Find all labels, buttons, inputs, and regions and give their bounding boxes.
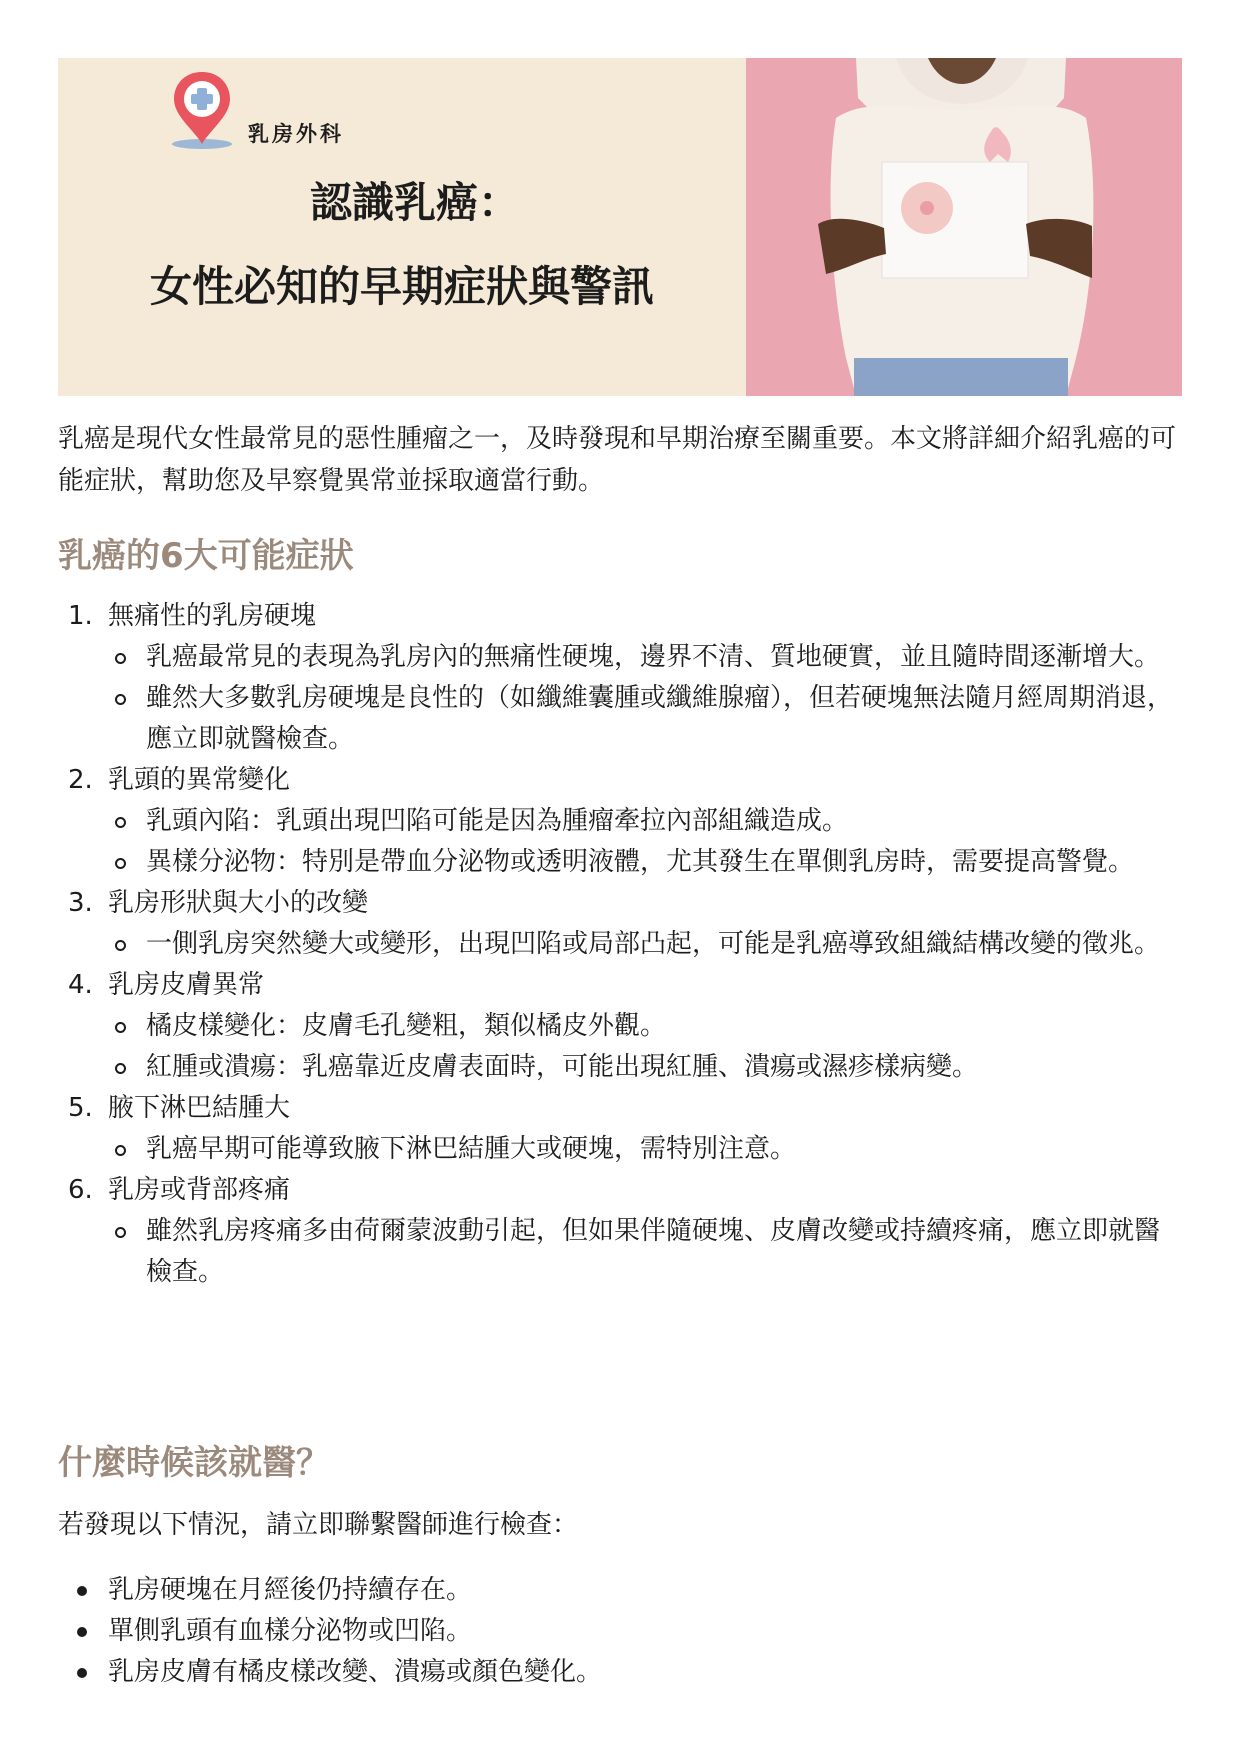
bullet-text: 乳房皮膚有橘皮樣改變、潰瘍或顏色變化。: [108, 1657, 603, 1687]
sub-item: [58, 1211, 1182, 1293]
circle-bullet-icon: [115, 694, 126, 705]
bullet-text: 單側乳頭有血樣分泌物或凹陷。: [108, 1616, 473, 1646]
sub-item-text: 乳癌最常見的表現為乳房內的無痛性硬塊，邊界不清、質地硬實，並且隨時間逐漸增大。: [146, 642, 1161, 672]
sub-item: [58, 678, 1182, 760]
sub-item-text: 雖然大多數乳房硬塊是良性的（如纖維囊腫或纖維腺瘤），但若硬塊無法隨月經周期消退，應立即就醫檢查。: [146, 683, 1174, 754]
header-banner: [58, 58, 1182, 396]
sub-item: [58, 637, 1182, 678]
sub-item: [58, 801, 1182, 842]
list-item: [58, 760, 1182, 801]
section-heading-when-to-see-doctor: 什麼時候該就醫？: [58, 1443, 330, 1483]
list-item: [58, 1611, 1182, 1652]
banner-text-panel: [58, 58, 746, 396]
section2-intro: 若發現以下情況，請立即聯繫醫師進行檢查：: [58, 1510, 579, 1540]
item-number: 5.: [68, 1093, 93, 1123]
item-label: 乳房皮膚異常: [108, 970, 265, 1000]
circle-bullet-icon: [115, 653, 126, 664]
page-title-line2: 女性必知的早期症狀與警訊: [149, 262, 654, 311]
sub-item-text: 乳癌早期可能導致腋下淋巴結腫大或硬塊，需特別注意。: [146, 1134, 797, 1164]
list-item: [58, 965, 1182, 1006]
sub-item-text: 紅腫或潰瘍：乳癌靠近皮膚表面時，可能出現紅腫、潰瘍或濕疹樣病變。: [146, 1052, 979, 1082]
sub-item: [58, 924, 1182, 965]
item-number: 4.: [68, 970, 93, 1000]
sub-item: [58, 1047, 1182, 1088]
medical-location-pin-icon: [166, 68, 238, 152]
banner-photo: [746, 58, 1182, 396]
sub-item-text: 一側乳房突然變大或變形，出現凹陷或局部凸起，可能是乳癌導致組織結構改變的徵兆。: [146, 929, 1161, 959]
bullet-text: 乳房硬塊在月經後仍持續存在。: [108, 1575, 473, 1605]
circle-bullet-icon: [115, 1227, 126, 1238]
sub-item: [58, 1129, 1182, 1170]
circle-bullet-icon: [115, 940, 126, 951]
bullet-dot-icon: [77, 1627, 87, 1637]
item-number: 3.: [68, 888, 93, 918]
symptoms-list: [58, 596, 1182, 1293]
list-item: [58, 883, 1182, 924]
item-label: 無痛性的乳房硬塊: [108, 601, 317, 631]
section-heading-symptoms: 乳癌的6大可能症狀: [58, 536, 354, 576]
page-title-line1: 認識乳癌：: [309, 178, 520, 227]
list-item: [58, 1170, 1182, 1211]
department-label: 乳房外科: [248, 122, 344, 146]
bullet-dot-icon: [77, 1668, 87, 1678]
list-item: [58, 596, 1182, 637]
circle-bullet-icon: [115, 858, 126, 869]
sub-item-text: 乳頭內陷：乳頭出現凹陷可能是因為腫瘤牽拉內部組織造成。: [146, 806, 849, 836]
bullet-dot-icon: [77, 1586, 87, 1596]
item-number: 6.: [68, 1175, 93, 1205]
list-item: [58, 1088, 1182, 1129]
intro-paragraph: 乳癌是現代女性最常見的惡性腫瘤之一，及時發現和早期治療至關重要。本文將詳細介紹乳癌的可能症狀，幫助您及早察覺異常並採取適當行動。: [58, 424, 1177, 496]
warning-bullet-list: [58, 1570, 1182, 1693]
sub-item-text: 雖然乳房疼痛多由荷爾蒙波動引起，但如果伴隨硬塊、皮膚改變或持續疼痛，應立即就醫檢查。: [146, 1216, 1161, 1287]
sub-item: [58, 842, 1182, 883]
circle-bullet-icon: [115, 1145, 126, 1156]
sub-item-text: 橘皮樣變化：皮膚毛孔變粗，類似橘皮外觀。: [146, 1011, 667, 1041]
sub-item-text: 異樣分泌物：特別是帶血分泌物或透明液體，尤其發生在單側乳房時，需要提高警覺。: [146, 847, 1135, 877]
circle-bullet-icon: [115, 817, 126, 828]
item-label: 乳房或背部疼痛: [108, 1175, 291, 1205]
item-label: 乳房形狀與大小的改變: [108, 888, 369, 918]
list-item: [58, 1652, 1182, 1693]
circle-bullet-icon: [115, 1022, 126, 1033]
item-number: 2.: [68, 765, 93, 795]
item-number: 1.: [68, 601, 93, 631]
item-label: 乳頭的異常變化: [108, 765, 291, 795]
item-label: 腋下淋巴結腫大: [108, 1093, 291, 1123]
sub-item: [58, 1006, 1182, 1047]
circle-bullet-icon: [115, 1063, 126, 1074]
list-item: [58, 1570, 1182, 1611]
person-holding-card-illustration: [746, 58, 1182, 396]
